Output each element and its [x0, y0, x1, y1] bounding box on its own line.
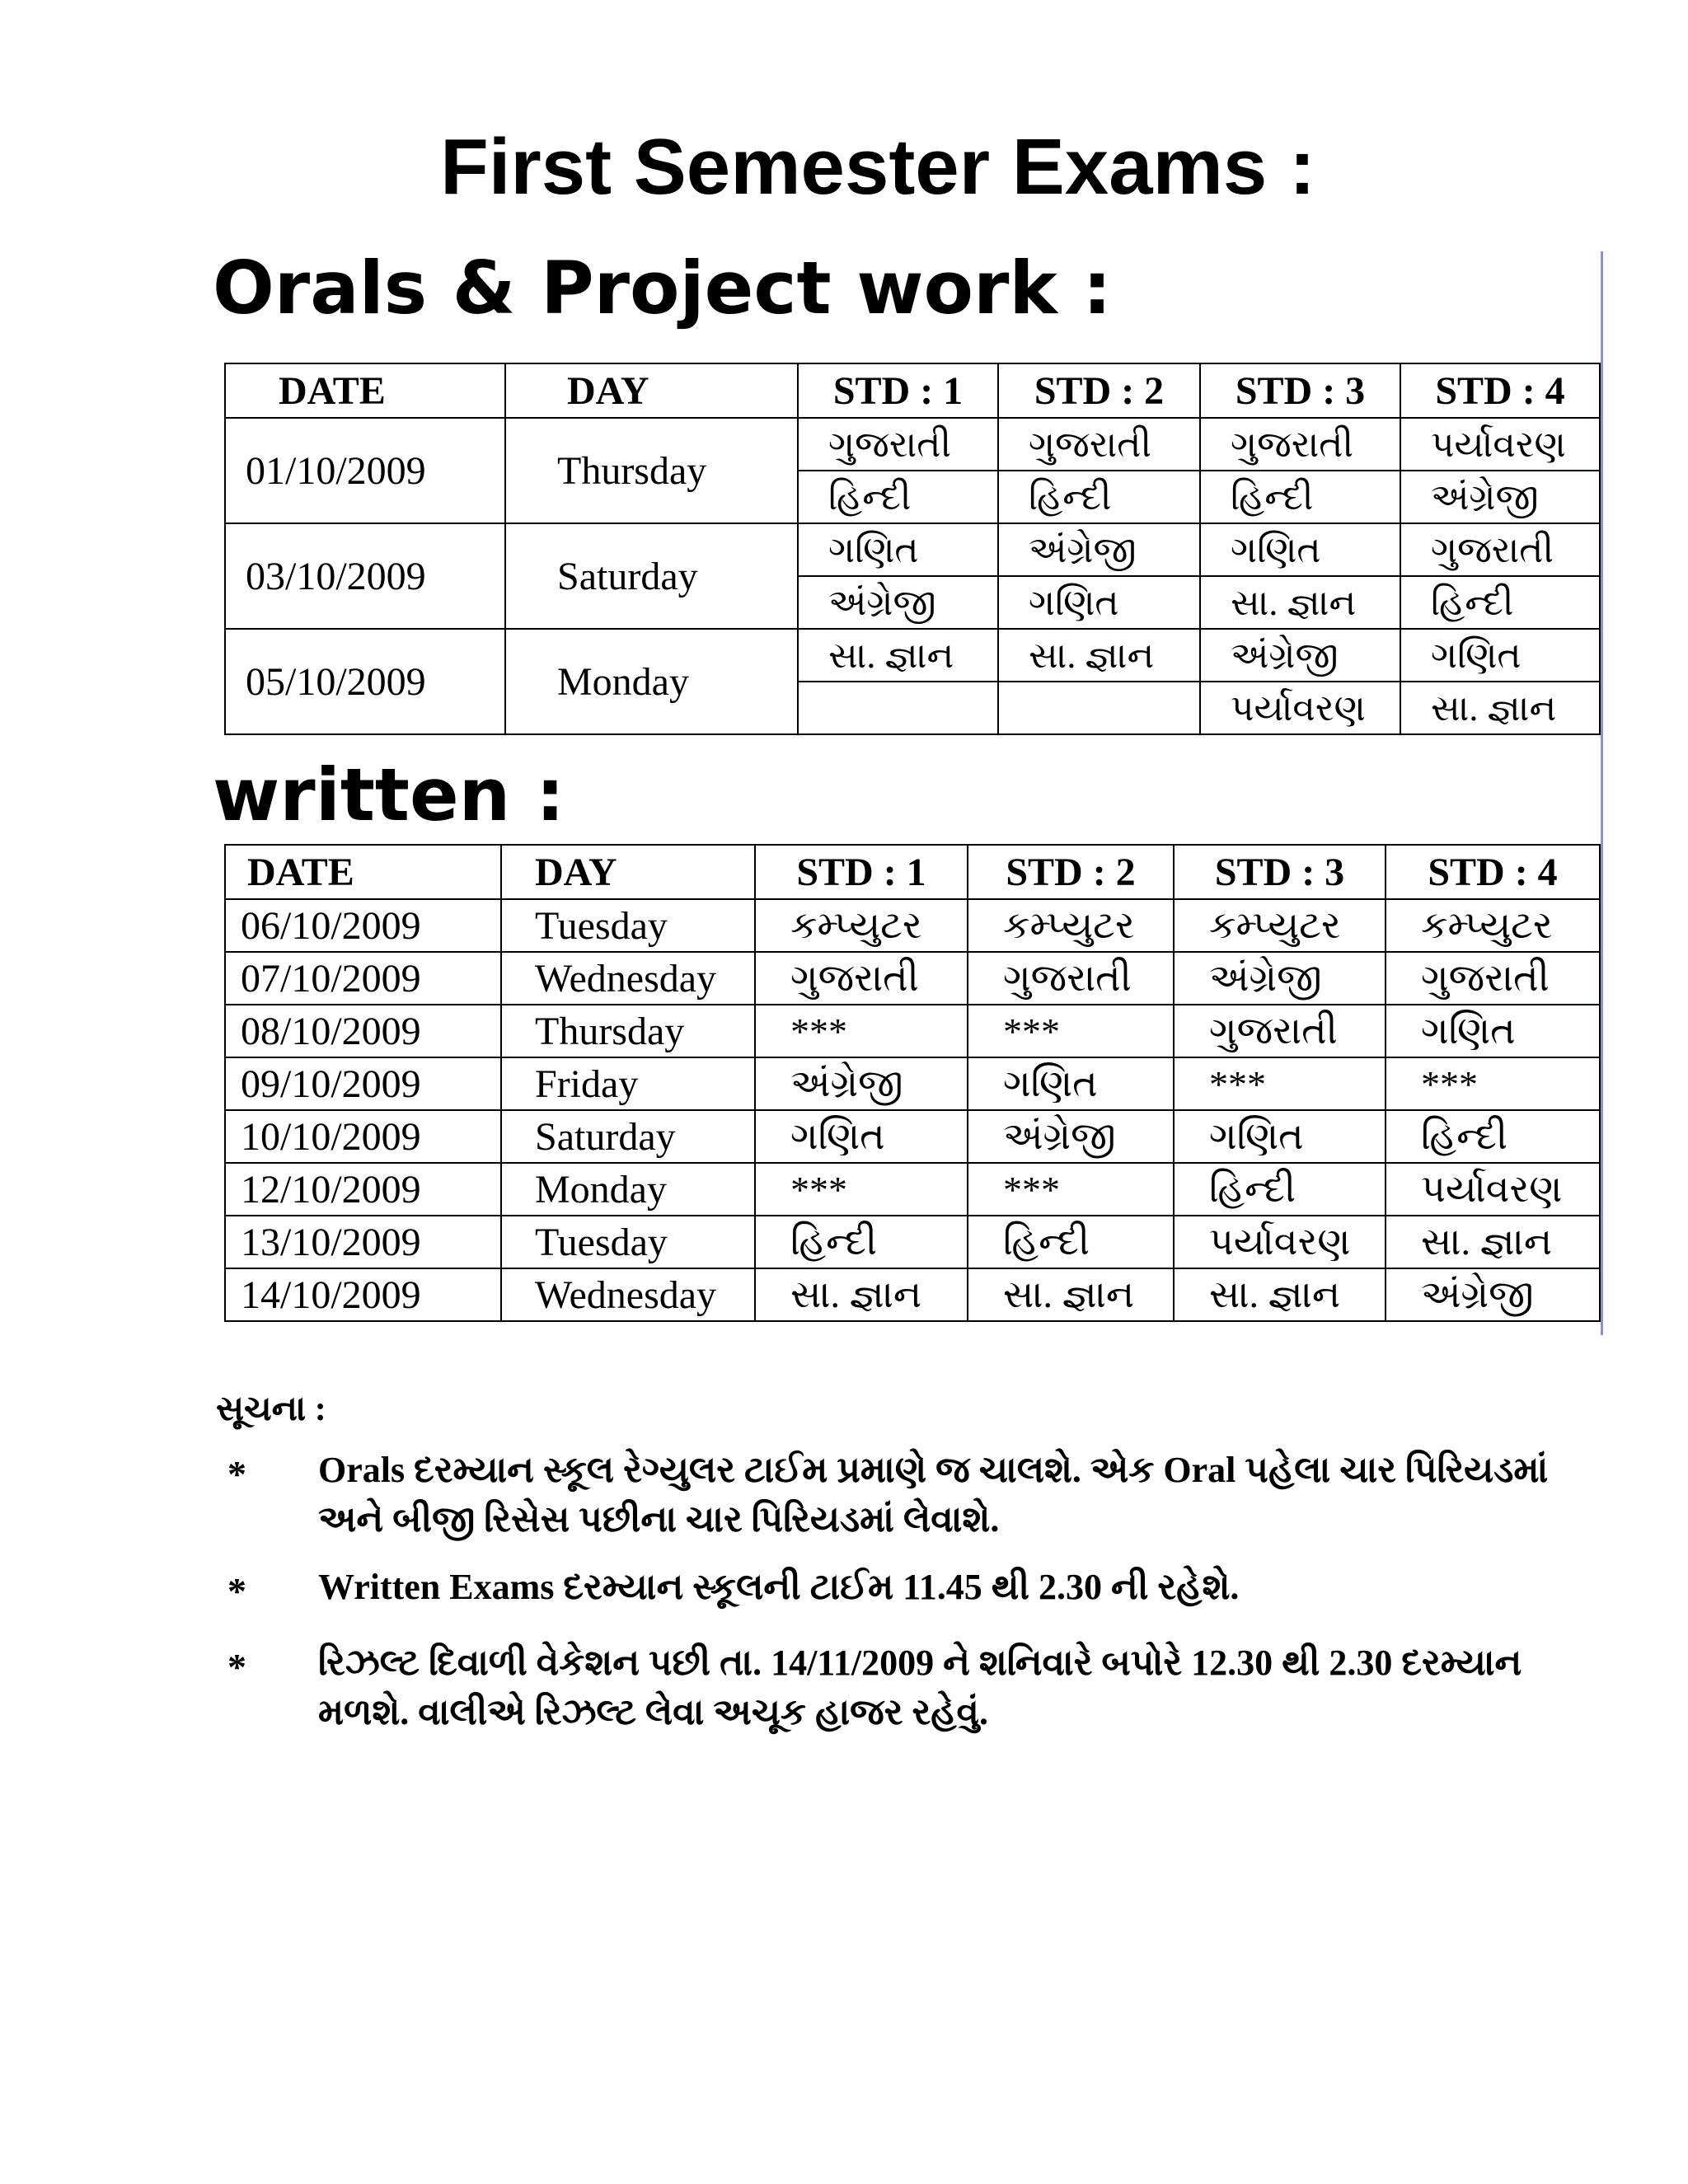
written-header-std2: STD : 2 [968, 845, 1174, 899]
written-date: 06/10/2009 [225, 899, 501, 952]
written-date: 13/10/2009 [225, 1216, 501, 1268]
written-subject: પર્યાવરણ [1174, 1216, 1386, 1268]
written-day: Wednesday [501, 952, 755, 1005]
written-day: Thursday [501, 1005, 755, 1057]
orals-header-std2: STD : 2 [998, 363, 1200, 418]
written-subject: *** [968, 1163, 1174, 1216]
orals-date: 01/10/2009 [225, 418, 505, 523]
orals-heading: Orals & Project work : [213, 246, 1112, 330]
orals-subject: સા. જ્ઞાન [1200, 576, 1400, 629]
written-subject: *** [755, 1163, 968, 1216]
written-header-day: DAY [501, 845, 755, 899]
orals-subject: અંગ્રેજી [798, 576, 998, 629]
orals-header-std3: STD : 3 [1200, 363, 1400, 418]
note-item [216, 1446, 1617, 1544]
written-subject: ગણિત [968, 1057, 1174, 1110]
bullet-star-icon: * [227, 1646, 246, 1688]
orals-subject: સા. જ્ઞાન [798, 629, 998, 682]
orals-subject: હિન્દી [998, 471, 1200, 523]
note-text: Orals દરમ્યાન સ્કૂલ રેગ્યુલર ટાઈમ પ્રમાણે જ ચાલશે. એક Oral પહેલા ચાર પિરિયડમાં અને બીજી રિસેસ પછીના ચાર પિરિયડમાં લેવાશે. [318, 1450, 1549, 1540]
orals-subject: ગણિત [1400, 629, 1600, 682]
written-row [225, 1216, 1600, 1268]
written-row [225, 1268, 1600, 1321]
written-day: Tuesday [501, 1216, 755, 1268]
orals-subject: ગુજરાતી [1200, 418, 1400, 471]
written-header-std4: STD : 4 [1386, 845, 1600, 899]
written-subject: ગુજરાતી [1174, 1005, 1386, 1057]
orals-subject: ગુજરાતી [998, 418, 1200, 471]
written-subject: અંગ્રેજી [755, 1057, 968, 1110]
orals-day: Saturday [505, 523, 798, 629]
written-subject: *** [968, 1005, 1174, 1057]
orals-row [225, 629, 1600, 682]
orals-subject: સા. જ્ઞાન [1400, 682, 1600, 734]
orals-row [225, 418, 1600, 471]
written-subject: અંગ્રેજી [968, 1110, 1174, 1163]
written-subject: *** [755, 1005, 968, 1057]
orals-subject: હિન્દી [1400, 576, 1600, 629]
written-row [225, 899, 1600, 952]
written-header-std1: STD : 1 [755, 845, 968, 899]
bullet-star-icon: * [227, 1453, 246, 1495]
orals-day: Thursday [505, 418, 798, 523]
orals-subject: અંગ્રેજી [998, 523, 1200, 576]
orals-subject: અંગ્રેજી [1200, 629, 1400, 682]
written-subject: કમ્પ્યુટર [968, 899, 1174, 952]
written-row [225, 952, 1600, 1005]
note-item [216, 1563, 1617, 1620]
orals-subject: ગણિત [998, 576, 1200, 629]
orals-date: 03/10/2009 [225, 523, 505, 629]
written-subject: ગણિત [755, 1110, 968, 1163]
written-day: Saturday [501, 1110, 755, 1163]
right-margin-rule [1601, 251, 1603, 1335]
orals-subject: ગણિત [1200, 523, 1400, 576]
written-subject: કમ્પ્યુટર [1386, 899, 1600, 952]
written-header-std3: STD : 3 [1174, 845, 1386, 899]
written-row [225, 1110, 1600, 1163]
orals-date: 05/10/2009 [225, 629, 505, 734]
written-header-date: DATE [225, 845, 501, 899]
written-subject: પર્યાવરણ [1386, 1163, 1600, 1216]
orals-schedule-table [224, 363, 1601, 735]
page-title: First Semester Exams : [440, 123, 1315, 211]
written-subject: હિન્દી [1386, 1110, 1600, 1163]
written-subject: ગુજરાતી [1386, 952, 1600, 1005]
note-item [216, 1638, 1617, 1737]
note-text: રિઝલ્ટ દિવાળી વેકેશન પછી તા. 14/11/2009 ને શનિવારે બપોરે 12.30 થી 2.30 દરમ્યાન મળશે. વાલીએ રિઝલ્ટ લેવા અચૂક હાજર રહેવું. [318, 1643, 1522, 1732]
written-subject: અંગ્રેજી [1174, 952, 1386, 1005]
written-subject: હિન્દી [968, 1216, 1174, 1268]
written-day: Monday [501, 1163, 755, 1216]
written-subject: ગુજરાતી [755, 952, 968, 1005]
written-row [225, 1057, 1600, 1110]
notes-section [216, 1385, 1617, 1755]
written-row [225, 1005, 1600, 1057]
written-day: Wednesday [501, 1268, 755, 1321]
written-subject: સા. જ્ઞાન [1174, 1268, 1386, 1321]
written-day: Tuesday [501, 899, 755, 952]
orals-subject: અંગ્રેજી [1400, 471, 1600, 523]
written-subject: સા. જ્ઞાન [1386, 1216, 1600, 1268]
written-subject: હિન્દી [755, 1216, 968, 1268]
written-subject: ગણિત [1174, 1110, 1386, 1163]
written-heading: written : [213, 752, 565, 837]
orals-subject: ગુજરાતી [798, 418, 998, 471]
notes-label: સૂચના : [216, 1390, 326, 1428]
written-subject: સા. જ્ઞાન [755, 1268, 968, 1321]
written-subject: ગુજરાતી [968, 952, 1174, 1005]
written-subject: કમ્પ્યુટર [755, 899, 968, 952]
written-subject: સા. જ્ઞાન [968, 1268, 1174, 1321]
orals-subject: ગણિત [798, 523, 998, 576]
orals-subject [798, 682, 998, 734]
written-date: 12/10/2009 [225, 1163, 501, 1216]
written-row [225, 1163, 1600, 1216]
orals-header-std4: STD : 4 [1400, 363, 1600, 418]
written-date: 08/10/2009 [225, 1005, 501, 1057]
written-day: Friday [501, 1057, 755, 1110]
written-header-row [225, 845, 1600, 899]
written-subject: *** [1386, 1057, 1600, 1110]
orals-subject [998, 682, 1200, 734]
written-subject: હિન્દી [1174, 1163, 1386, 1216]
note-text: Written Exams દરમ્યાન સ્કૂલની ટાઈમ 11.45 થી 2.30 ની રહેશે. [318, 1567, 1240, 1607]
orals-header-date: DATE [225, 363, 505, 418]
written-subject: અંગ્રેજી [1386, 1268, 1600, 1321]
orals-subject: હિન્દી [798, 471, 998, 523]
orals-subject: ગુજરાતી [1400, 523, 1600, 576]
orals-subject: પર્યાવરણ [1400, 418, 1600, 471]
written-date: 14/10/2009 [225, 1268, 501, 1321]
orals-header-std1: STD : 1 [798, 363, 998, 418]
written-subject: ગણિત [1386, 1005, 1600, 1057]
orals-subject: પર્યાવરણ [1200, 682, 1400, 734]
orals-subject: સા. જ્ઞાન [998, 629, 1200, 682]
bullet-star-icon: * [227, 1570, 246, 1612]
orals-header-row [225, 363, 1600, 418]
orals-header-day: DAY [505, 363, 798, 418]
orals-day: Monday [505, 629, 798, 734]
written-date: 10/10/2009 [225, 1110, 501, 1163]
written-subject: કમ્પ્યુટર [1174, 899, 1386, 952]
written-subject: *** [1174, 1057, 1386, 1110]
orals-row [225, 523, 1600, 576]
written-date: 07/10/2009 [225, 952, 501, 1005]
orals-subject: હિન્દી [1200, 471, 1400, 523]
written-date: 09/10/2009 [225, 1057, 501, 1110]
written-schedule-table [224, 844, 1601, 1322]
